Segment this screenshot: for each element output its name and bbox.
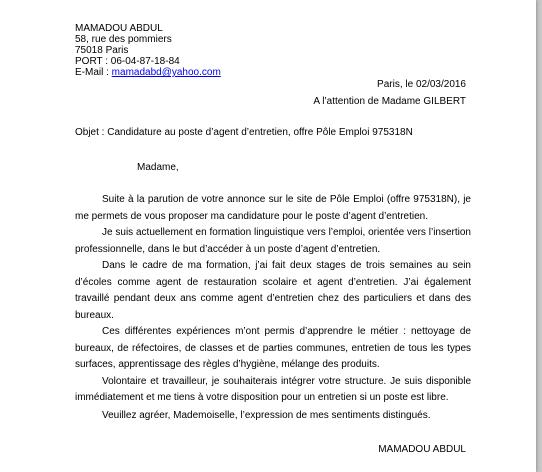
sender-name: MAMADOU ABDUL xyxy=(75,23,163,34)
sender-phone: PORT : 06-04-87-18-84 xyxy=(75,56,180,67)
sender-block xyxy=(75,23,221,78)
salutation: Madame, xyxy=(137,162,179,173)
sender-street: 58, rue des pommiers xyxy=(75,34,172,45)
paragraph: Suite à la parution de votre annonce sur le site de Pôle Emploi (offre 975318N), je me permets de vous proposer ma candidature pour le poste d’agent d’entretien. xyxy=(75,194,471,222)
email-label: E-Mail : xyxy=(75,67,112,78)
paragraph: Volontaire et travailleur, je souhaiterais intégrer votre structure. Je suis disponible immédiatement et me tiens à votre disposition pour un entretien si un poste est libre. xyxy=(75,375,471,403)
paragraph: Je suis actuellement en formation linguistique vers l’emploi, orientée vers l’insertion professionnelle, dans le but d’accéder à un poste d’agent d’entretien. xyxy=(75,227,471,255)
attention-line: A l’attention de Madame GILBERT xyxy=(313,96,466,107)
sender-email-line xyxy=(75,67,221,78)
paragraph: Ces différentes expériences m’ont permis d’apprendre le métier : nettoyage de bureaux, de réfectoires, de classes et de parties communes, entretien de tous les types surfaces, apprentissage des règles d’hygiène, mélange des produits. xyxy=(75,326,471,370)
subject-line: Objet : Candidature au poste d’agent d’entretien, offre Pôle Emploi 975318N xyxy=(75,127,413,138)
paragraph: Dans le cadre de ma formation, j’ai fait deux stages de trois semaines au sein d’écoles comme agent de restauration scolaire et agent d’entretien. J’ai également travaillé pendant deux ans comme agent d’entretien chez des particuliers et dans des bureaux. xyxy=(75,260,471,321)
closing-formula: Veuillez agréer, Mademoiselle, l’expression de mes sentiments distingués. xyxy=(102,410,431,421)
letter-body xyxy=(75,192,471,407)
date-line: Paris, le 02/03/2016 xyxy=(377,79,466,90)
signature: MAMADOU ABDUL xyxy=(378,444,466,455)
sender-city: 75018 Paris xyxy=(75,45,129,56)
email-link[interactable]: mamadabd@yahoo.com xyxy=(111,67,221,78)
